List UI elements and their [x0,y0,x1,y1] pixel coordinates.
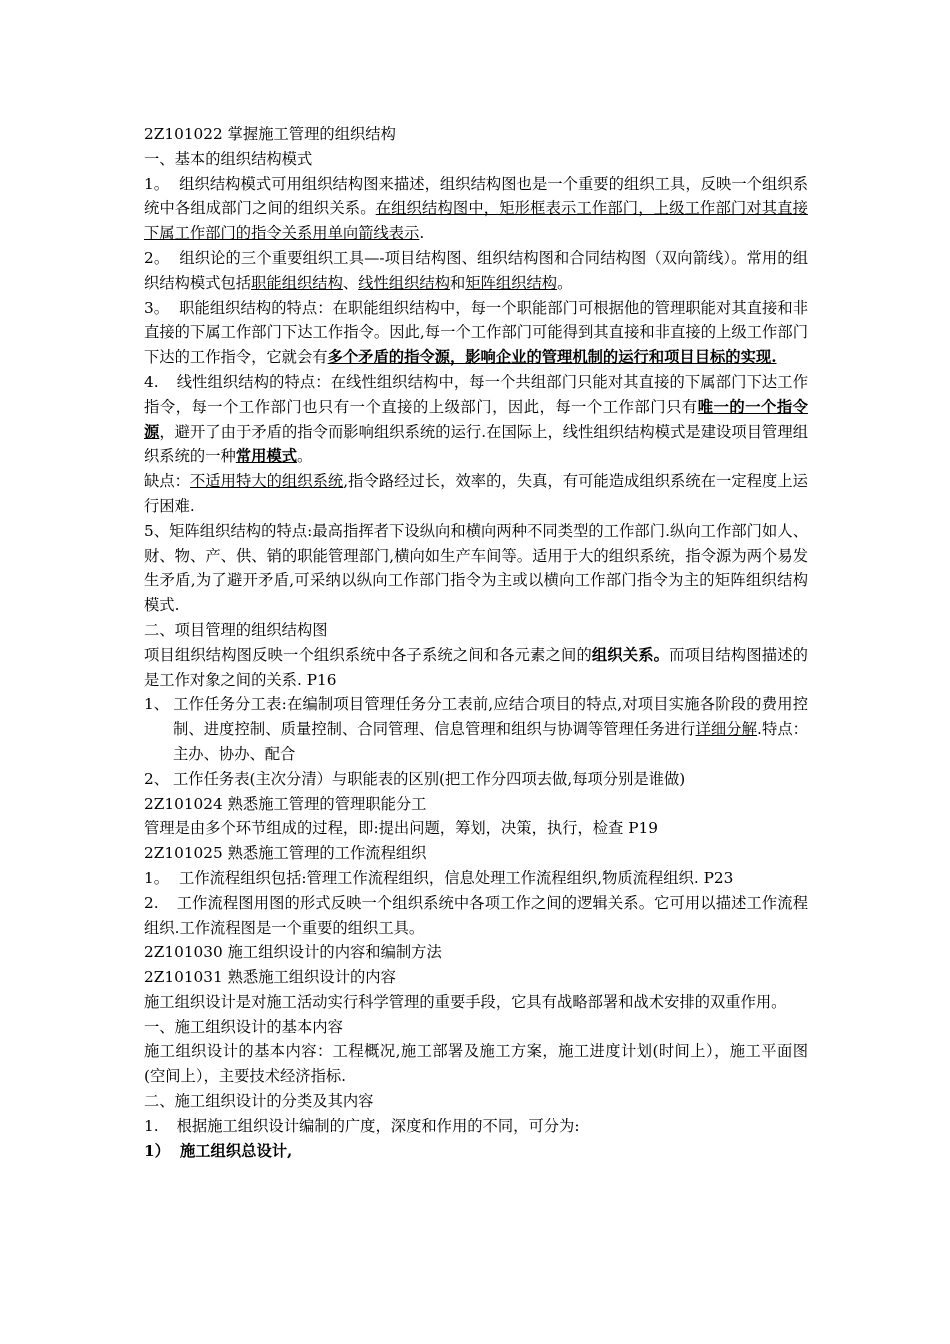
classification-item-1: 1. 根据施工组织设计编制的广度，深度和作用的不同，可分为: [144,1116,580,1135]
sub-item-2-number: 2、 [144,769,170,788]
section-design-classification-title: 二、施工组织设计的分类及其内容 [144,1092,374,1111]
heading-2z101024: 2Z101024 熟悉施工管理的管理职能分工 [144,794,427,813]
section-design-basic-content-title: 一、施工组织设计的基本内容 [144,1017,343,1036]
common-mode-term: 常用模式 [235,447,297,466]
flow-item-2: 2. 工作流程图用图的形式反映一个组织系统中各项工作之间的逻辑关系。它可用以描述工作流程组织.工作流程图是一个重要的组织工具。 [144,893,808,937]
item-1-number: 1。 [144,174,170,193]
flow-item-1: 1。 工作流程组织包括:管理工作流程组织，信息处理工作流程组织,物质流程组织. P23 [144,868,734,887]
item-3: 3。 职能组织结构的特点：在职能组织结构中，每一个职能部门可根据他的管理职能对其直接和非直接的下属工作部门下达工作指令。因此,每一个工作部门可能得到其直接和非直接的上级工作部门下达的工作指令，它就会有多个矛盾的指令源，影响企业的管理机制的运行和项目目标的实现. [144,298,808,367]
linear-structure-term: 线性组织结构 [358,273,450,292]
item-1-underlined: 在组织结构图中，矩形框表示工作部门，上级工作部门对其直接下属工作部门的指令关系用单向箭线表示 [144,199,808,243]
drawback-underlined: 不适用特大的组织系统 [189,472,344,491]
classification-sub-item-1: 1） 施工组织总设计, [144,1141,293,1160]
item-4-number: 4. [144,372,159,391]
management-paragraph: 管理是由多个环节组成的过程，即:提出问题，筹划，决策，执行，检查 P19 [144,819,658,838]
item-2-number: 2。 [144,248,170,267]
sub-item-1-number: 1、 [144,695,170,714]
section-project-org-chart-title: 二、项目管理的组织结构图 [144,620,328,639]
detailed-breakdown-term: 详细分解 [695,720,758,739]
single-command-source-term: 唯一的一个指令源 [144,397,808,441]
document-page [144,122,808,1163]
item-2: 2。 组织论的三个重要组织工具—-项目结构图、组织结构图和合同结构图（双向箭线）。常用的组织结构模式包括职能组织结构、线性组织结构和矩阵组织结构。 [144,248,808,292]
heading-2z101031: 2Z101031 熟悉施工组织设计的内容 [144,968,396,987]
item-4: 4. 线性组织结构的特点：在线性组织结构中，每一个共组部门只能对其直接的下属部门下达工作指令，每一个工作部门也只有一个直接的上级部门，因此，每一个工作部门只有唯一的一个指令源，避开了由于矛盾的指令而影响组织系统的运行.在国际上，线性组织结构模式是建设项目管理组织系统的一种常用模式。 [144,372,808,466]
item-3-number: 3。 [144,298,170,317]
org-relation-term: 组织关系。 [591,645,670,664]
project-org-chart-paragraph: 项目组织结构图反映一个组织系统中各子系统之间和各元素之间的组织关系。而项目结构图描述的是工作对象之间的关系. P16 [144,645,808,689]
matrix-structure-term: 矩阵组织结构 [465,273,558,292]
functional-structure-term: 职能组织结构 [251,273,343,292]
drawback-paragraph: 缺点：不适用特大的组织系统,指令路经过长，效率的，失真，有可能造成组织系统在一定程度上运行困难. [144,472,808,515]
design-paragraph: 施工组织设计是对施工活动实行科学管理的重要手段，它具有战略部署和战术安排的双重作用。 [144,992,787,1011]
item-3-emphasis: 多个矛盾的指令源，影响企业的管理机制的运行和项目目标的实现. [327,348,777,367]
item-1-text: 组织结构模式可用组织结构图来描述，组织结构图也是一个重要的组织工具，反映一个组织系统中各组成部门之间的组织关系。 [144,174,808,218]
item-5: 5、矩阵组织结构的特点:最高指挥者下设纵向和横向两种不同类型的工作部门.纵向工作部门如人、财、物、产、供、销的职能管理部门,横向如生产车间等。适用于大的组织系统，指令源为两个易发生矛盾,为了避开矛盾,可采纳以纵向工作部门指令为主或以横向工作部门指令为主的矩阵组织结构模式. [144,521,808,615]
item-1: 1。 组织结构模式可用组织结构图来描述，组织结构图也是一个重要的组织工具，反映一个组织系统中各组成部门之间的组织关系。在组织结构图中，矩形框表示工作部门，上级工作部门对其直接下属工作部门的指令关系用单向箭线表示. [144,174,808,243]
design-basic-content-paragraph: 施工组织设计的基本内容：工程概况,施工部署及施工方案，施工进度计划(时间上），施工平面图(空间上），主要技术经济指标. [144,1042,808,1086]
sub-item-1: 1、 工作任务分工表:在编制项目管理任务分工表前,应结合项目的特点,对项目实施各阶段的费用控制、进度控制、质量控制、合同管理、信息管理和组织与协调等管理任务进行详细分解.特点：主办、协办、配合 [144,692,808,766]
heading-2z101022: 2Z101022 掌握施工管理的组织结构 [144,125,396,143]
section-basic-structure-title: 一、基本的组织结构模式 [144,149,313,168]
heading-2z101030: 2Z101030 施工组织设计的内容和编制方法 [144,943,442,962]
sub-item-2: 2、 工作任务表(主次分清）与职能表的区别(把工作分四项去做,每项分别是谁做) [144,767,808,792]
heading-2z101025: 2Z101025 熟悉施工管理的工作流程组织 [144,844,427,863]
